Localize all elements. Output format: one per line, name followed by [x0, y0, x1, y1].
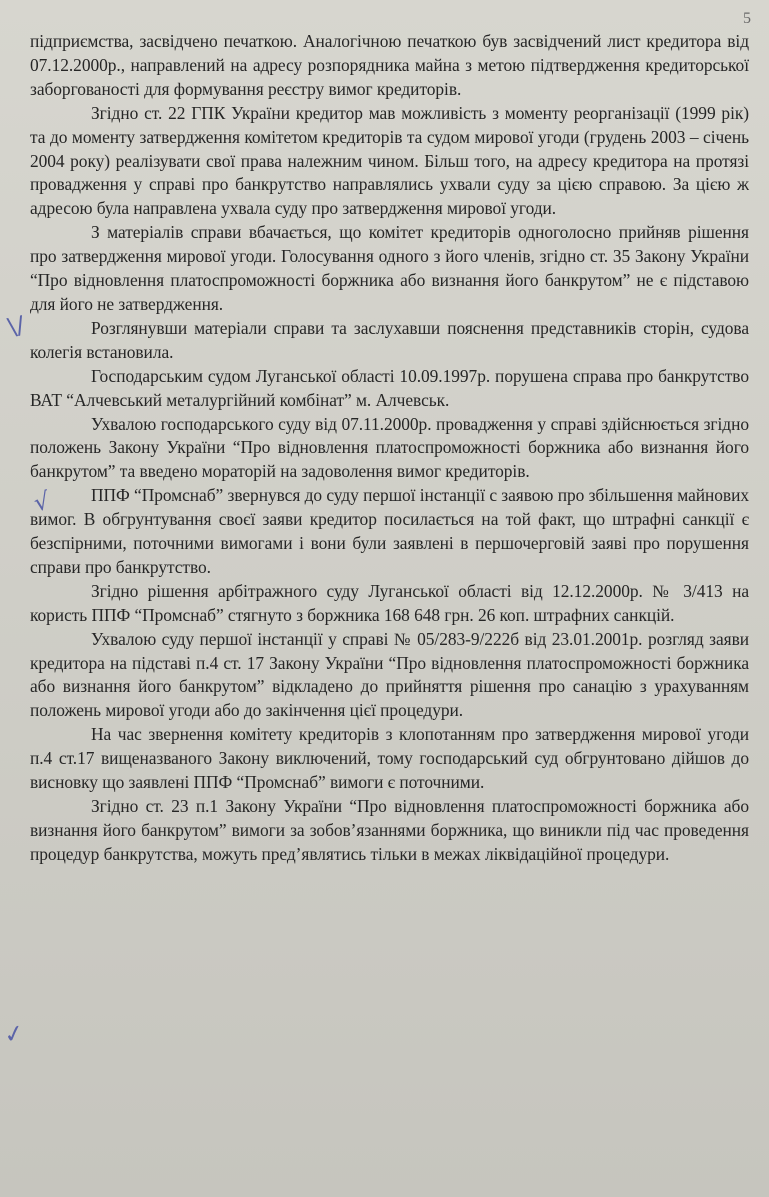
paragraph: На час звернення комітету кредиторів з клопотанням про затвердження мирової угоди п.4 ст.17 вищеназваного Закону виключений, тому господарський суд обгрунтовано дійшов до висновку що заявлені ППФ “Промснаб” вимоги є поточними. [30, 724, 749, 793]
paragraph: З матеріалів справи вбачається, що комітет кредиторів одноголосно прийняв рішення про затвердження мирової угоди. Голосування одного з його членів, згідно ст. 35 Закону України “Про відновлення платоспроможності боржника або визнання його банкрутом” не є підставою для його не затвердження. [30, 222, 749, 314]
paragraph: ППФ “Промснаб” звернувся до суду першої інстанції с заявою про збільшення майнових вимог. В обгрунтування своєї заяви кредитор посилається на той факт, що штрафні санкції є безспірними, поточними вимогами і вони були заявлені в першочерговій заяві про порушення справи про банкрутство. [30, 485, 749, 577]
paragraph: Ухвалою суду першої інстанції у справі № 05/283-9/222б від 23.01.2001р. розгляд заяви кредитора на підставі п.4 ст. 17 Закону України “Про відновлення платоспроможності боржника або визнання його банкрутом” відкладено до прийняття рішення про санацію з урахуванням положень мирової угоди або до закінчення цієї процедури. [30, 628, 749, 721]
handwritten-check-mark: ✓ [1, 1018, 27, 1050]
document-body [30, 30, 749, 867]
paragraph: Ухвалою господарського суду від 07.11.2000р. провадження у справі здійснюється згідно положень Закону України “Про відновлення платоспроможності боржника або визнання його банкрутом” та введено мораторій на задоволення вимог кредиторів. [30, 413, 749, 482]
paragraph: Згідно ст. 22 ГПК України кредитор мав можливість з моменту реорганізації (1999 рік) та до моменту затвердження комітетом кредиторів та судом мирової угоди (грудень 2003 – січень 2004 року) реалізувати свої права належним чином. Більш того, на адресу кредитора на протязі провадження у справі про банкрутство направлялись ухвали суду за цією справою. За цією ж адресою була направлена ухвала суду про затвердження мирової угоди. [30, 102, 749, 219]
paragraph: Господарським судом Луганської області 10.09.1997р. порушена справа про банкрутство ВАТ “Алчевський металургійний комбінат” м. Алчевськ. [30, 365, 749, 410]
page-number: 5 [743, 10, 751, 27]
paragraph: Згідно рішення арбітражного суду Луганської області від 12.12.2000р. № 3/413 на користь ППФ “Промснаб” стягнуто з боржника 168 648 грн. 26 коп. штрафних санкцій. [30, 580, 749, 625]
paragraph: підприємства, засвідчено печаткою. Аналогічною печаткою був засвідчений лист кредитора від 07.12.2000р., направлений на адресу розпорядника майна з метою підтвердження кредиторської заборгованості для формування реєстру вимог кредиторів. [30, 31, 749, 99]
handwritten-check-mark: \/ [5, 310, 27, 342]
handwritten-check-mark: √ [31, 486, 53, 518]
paragraph: Розглянувши матеріали справи та заслухавши пояснення представників сторін, судова колегія встановила. [30, 317, 749, 362]
paragraph: Згідно ст. 23 п.1 Закону України “Про відновлення платоспроможності боржника або визнання його банкрутом” вимоги за зобов’язаннями боржника, що виникли під час проведення процедур банкрутства, можуть пред’являтись тільки в межах ліквідаційної процедури. [30, 796, 749, 864]
